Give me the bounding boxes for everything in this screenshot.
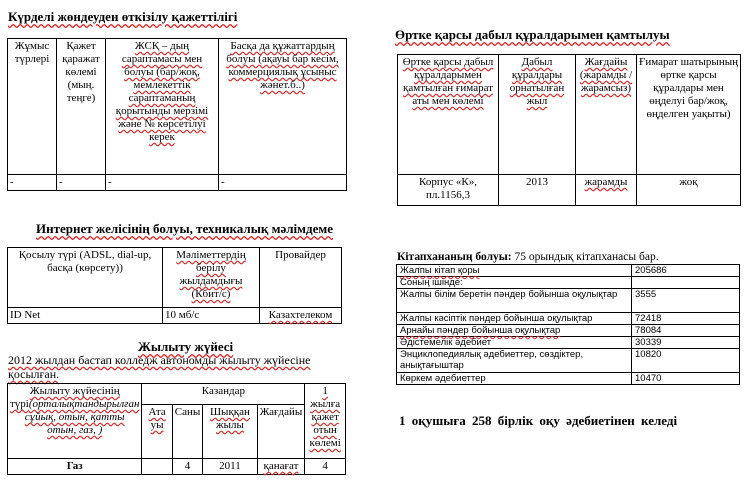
- table-cell: жарамды: [576, 175, 637, 206]
- library-row-label: Жалпы кәсіптік пәндер бойынша оқулықтар: [397, 313, 632, 325]
- table-cell: Казахтелеком: [260, 308, 342, 324]
- col-header: Қосылу түрі (ADSL, dial-up, басқа (көрсету)): [8, 248, 163, 308]
- table-cell: 2013: [499, 175, 576, 206]
- table-heating: [7, 383, 346, 475]
- library-row-label: Әдістемелік әдебиет: [397, 337, 632, 349]
- library-row-label: Көркем әдебиеттер: [397, 373, 632, 385]
- library-row-value: [632, 277, 740, 289]
- table-cell: қанағат: [257, 459, 305, 475]
- heading-internet: Интернет желісінің болуы, техникалық мәлімдеме: [36, 221, 333, 236]
- library-row-value: 3555: [632, 289, 740, 313]
- table-internet: [7, 247, 342, 324]
- col-header: Мәліметтердің берілу жылдамдығы (Кбит/с): [163, 248, 260, 308]
- heading-library: Кітапхананың болуы: 75 орындық кітапханасы бар.: [397, 251, 659, 263]
- heating-subtitle: 2012 жылдан бастап колледж автономды жылыту жүйесіне қосылған.: [8, 353, 311, 381]
- heading-heating: Жылыту жүйесі: [138, 339, 234, 354]
- col-header: Провайдер: [260, 248, 342, 308]
- heading-fire-alarm: Өртке қарсы дабыл құралдарымен қамтылуы: [395, 27, 670, 42]
- library-row-value: 72418: [632, 313, 740, 325]
- col-header: Дабыл құралдары орнатылған жыл: [499, 55, 576, 175]
- library-footer: 1 оқушыға 258 бірлік оқу әдебиетінен келеді: [399, 413, 678, 428]
- table-cell: [142, 459, 172, 475]
- library-row-value: 10820: [632, 349, 740, 373]
- table-repair: [7, 38, 347, 191]
- col-header: Жағдайы: [257, 405, 305, 459]
- table-cell: жоқ: [637, 175, 741, 206]
- table-library: [396, 264, 740, 385]
- library-row-value: 78084: [632, 325, 740, 337]
- col-header: Жұмыс түрлері: [8, 39, 57, 175]
- table-cell: -: [57, 175, 106, 191]
- col-header: Өртке қарсы дабыл құралдарымен қамтылған ғимарат аты мен көлемі: [398, 55, 499, 175]
- table-cell: 4: [305, 459, 346, 475]
- table-cell: 10 мб/с: [163, 308, 260, 324]
- table-cell: ID Net: [8, 308, 163, 324]
- col-header: Жылыту жүйесінің түрі(орталықтандырылған сұйық, отын, қатты отын, газ, ): [8, 384, 142, 459]
- col-header: Қажет қаражат көлемі (мың. теңге): [57, 39, 106, 175]
- col-header: Шыққан жылы: [203, 405, 257, 459]
- heading-repair-need: Күрделі жөндеуден өткізілу қажеттілігі: [8, 9, 238, 24]
- col-header: Ғимарат шатырының өртке қарсы құралдары мен өңделуі бар/жоқ, өңделген уақыты): [637, 55, 741, 175]
- table-fire-alarm: [397, 54, 741, 206]
- library-row-label: Энциклопедиялық әдебиеттер, сөздіктер, анықтағыштар: [397, 349, 632, 373]
- col-header: Саны: [172, 405, 203, 459]
- table-cell: Корпус «К», пл.1156,3: [398, 175, 499, 206]
- table-cell: -: [219, 175, 347, 191]
- col-header-group: Казандар: [142, 384, 305, 405]
- col-header: Ата уы: [142, 405, 172, 459]
- table-cell: -: [8, 175, 57, 191]
- table-cell: Газ: [8, 459, 142, 475]
- col-header: ЖСҚ – дың сараптамасы мен болуы (бар/жоқ, мемлекеттік сараптаманың қорытынды мерзімі және № көрсетілуі керек: [106, 39, 219, 175]
- col-header: Жағдайы (жарамды / жарамсыз): [576, 55, 637, 175]
- table-cell: 4: [172, 459, 203, 475]
- table-cell: 2011: [203, 459, 257, 475]
- table-cell: -: [106, 175, 219, 191]
- library-row-value: 30339: [632, 337, 740, 349]
- col-header: 1 жылға қажет отын көлемі: [305, 384, 346, 459]
- library-row-label: Жалпы білім беретін пәндер бойынша оқулықтар: [397, 289, 632, 313]
- library-row-label: Арнайы пәндер бойынша оқулықтар: [397, 325, 632, 337]
- library-row-value: 205686: [632, 265, 740, 277]
- col-header: Басқа да құжаттардың болуы (ақауы бар кесім, коммерциялық ұсыныс жәнет.б..): [219, 39, 347, 175]
- library-row-value: 10470: [632, 373, 740, 385]
- library-row-label: Соның ішінде:: [397, 277, 632, 289]
- library-row-label: Жалпы кітап қоры: [397, 265, 632, 277]
